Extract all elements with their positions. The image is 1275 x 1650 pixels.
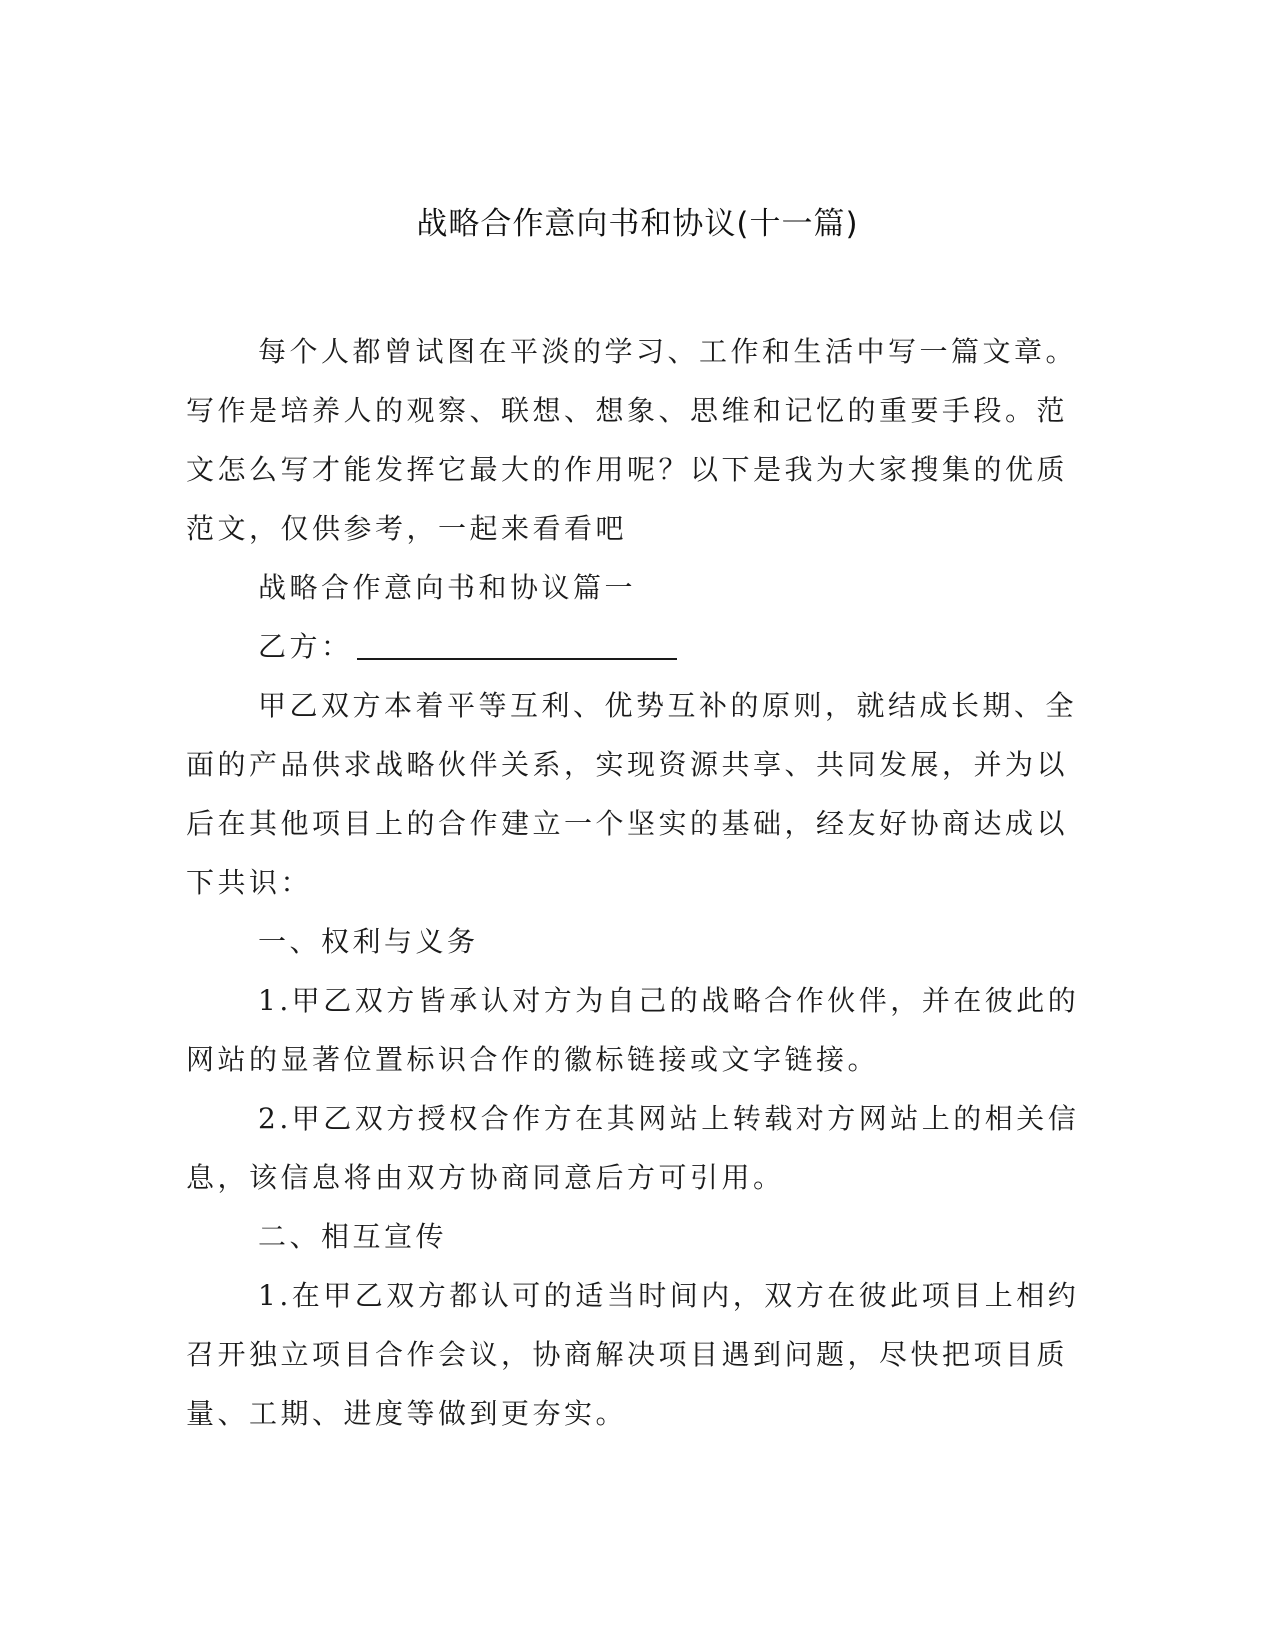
promotion-heading: 二、相互宣传 (258, 1220, 448, 1253)
clause-1-2: 2.甲乙双方授权合作方在其网站上转载对方网站上的相关信息，该信息将由双方协商同意后方可引用。 (186, 1102, 1080, 1194)
document-body (186, 322, 1086, 1443)
document-title: 战略合作意向书和协议(十一篇) (416, 206, 859, 242)
clause-1-1: 1.甲乙双方皆承认对方为自己的战略合作伙伴，并在彼此的网站的显著位置标识合作的徽标链接或文字链接。 (186, 984, 1080, 1076)
rights-heading: 一、权利与义务 (258, 925, 479, 958)
section-heading: 战略合作意向书和协议篇一 (258, 571, 637, 604)
party-b-blank (357, 658, 677, 660)
preamble-paragraph: 甲乙双方本着平等互利、优势互补的原则，就结成长期、全面的产品供求战略伙伴关系，实现资源共享、共同发展，并为以后在其他项目上的合作建立一个坚实的基础，经友好协商达成以下共识： (186, 689, 1078, 899)
party-b-label: 乙方： (258, 630, 353, 663)
party-b-line (186, 617, 1086, 676)
intro-paragraph: 每个人都曾试图在平淡的学习、工作和生活中写一篇文章。写作是培养人的观察、联想、想象、思维和记忆的重要手段。范文怎么写才能发挥它最大的作用呢？以下是我为大家搜集的优质范文，仅供参考，一起来看看吧 (186, 335, 1078, 545)
clause-2-1: 1.在甲乙双方都认可的适当时间内，双方在彼此项目上相约召开独立项目合作会议，协商解决项目遇到问题，尽快把项目质量、工期、进度等做到更夯实。 (186, 1279, 1080, 1430)
